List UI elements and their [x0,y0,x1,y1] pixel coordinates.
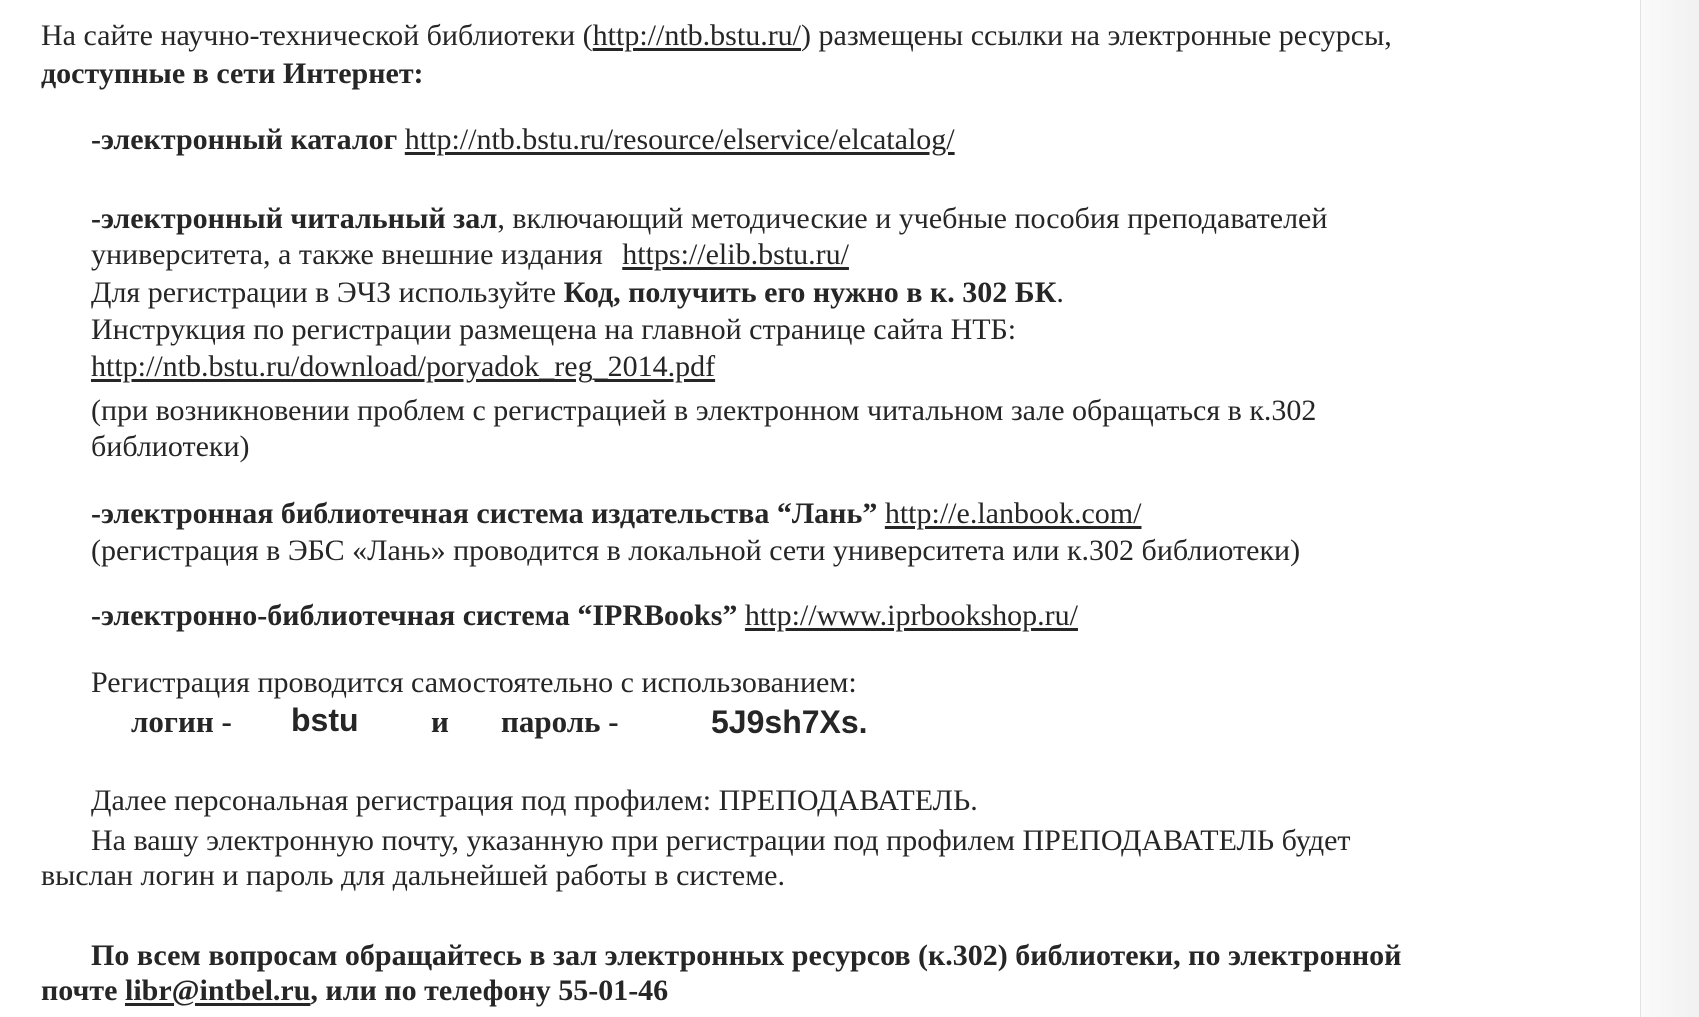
contact-line-2 [41,973,668,1009]
instruction-link-line [91,349,715,385]
ipr-item [91,598,1078,634]
login-label: логин - [131,704,232,739]
lan-item [91,496,1141,532]
ipr-reg-text: Регистрация проводится самостоятельно с использованием: [91,666,857,699]
reading-room-reg-line [91,275,1064,311]
password-label: пароль - [501,704,619,739]
profile-line-1: Далее персональная регистрация под профилем: ПРЕПОДАВАТЕЛЬ. [91,784,978,817]
password-value: 5J9sh7Xs. [711,704,868,740]
profile-line-3: выслан логин и пароль для дальнейшей работы в системе. [41,859,785,892]
catalog-link[interactable]: http://ntb.bstu.ru/resource/elservice/elcatalog/ [404,123,955,156]
catalog-item [91,122,955,158]
login-value: bstu [291,702,359,738]
ntb-site-link[interactable]: http://ntb.bstu.ru/ [592,19,802,52]
reading-room-line-2 [91,237,849,273]
reading-room-line-1 [91,201,1327,237]
catalog-label: -электронный каталог [91,123,398,156]
lan-label: -электронная библиотечная система издательства “Лань” [91,497,878,530]
reg-code-bold: Код, получить его нужно в к. 302 БК [563,276,1057,309]
contact-phone-text: , или по телефону 55-01-46 [310,974,669,1007]
intro-line [41,18,1392,54]
lan-link[interactable]: http://e.lanbook.com/ [884,497,1142,530]
reading-room-note-1: (при возникновении проблем с регистрацией в электронном читальном зале обращаться в к.302 [91,394,1317,427]
reading-room-desc-1: , включающий методические и учебные пособия преподавателей [497,202,1328,235]
contact-email-prefix: почте [41,974,118,1007]
reading-room-note-2: библиотеки) [91,430,250,463]
reading-room-desc-2: университета, а также внешние издания [91,238,603,271]
ipr-link[interactable]: http://www.iprbookshop.ru/ [744,599,1078,632]
intro-bold-line: доступные в сети Интернет: [41,57,424,90]
reg-end: . [1056,276,1064,309]
profile-line-2: На вашу электронную почту, указанную при регистрации под профилем ПРЕПОДАВАТЕЛЬ будет [91,824,1351,857]
page-edge [1640,0,1699,1017]
instruction-line: Инструкция по регистрации размещена на главной странице сайта НТБ: [91,313,1017,346]
contact-line-1: По всем вопросам обращайтесь в зал электронных ресурсов (к.302) библиотеки, по электронной [91,939,1402,972]
reg-text: Для регистрации в ЭЧЗ используйте [91,276,557,309]
ipr-label: -электронно-библиотечная система “IPRBooks” [91,599,738,632]
and-word: и [431,704,449,739]
lan-note: (регистрация в ЭБС «Лань» проводится в локальной сети университета или к.302 библиотеки) [91,534,1301,567]
elib-link[interactable]: https://elib.bstu.ru/ [622,238,849,271]
instruction-pdf-link[interactable]: http://ntb.bstu.ru/download/poryadok_reg_2014.pdf [91,350,716,383]
intro-text-after: ) размещены ссылки на электронные ресурсы, [801,19,1392,52]
contact-email-link[interactable]: libr@intbel.ru [124,974,311,1007]
reading-room-label: -электронный читальный зал [91,202,498,235]
intro-text-before: На сайте научно-технической библиотеки ( [41,19,593,52]
